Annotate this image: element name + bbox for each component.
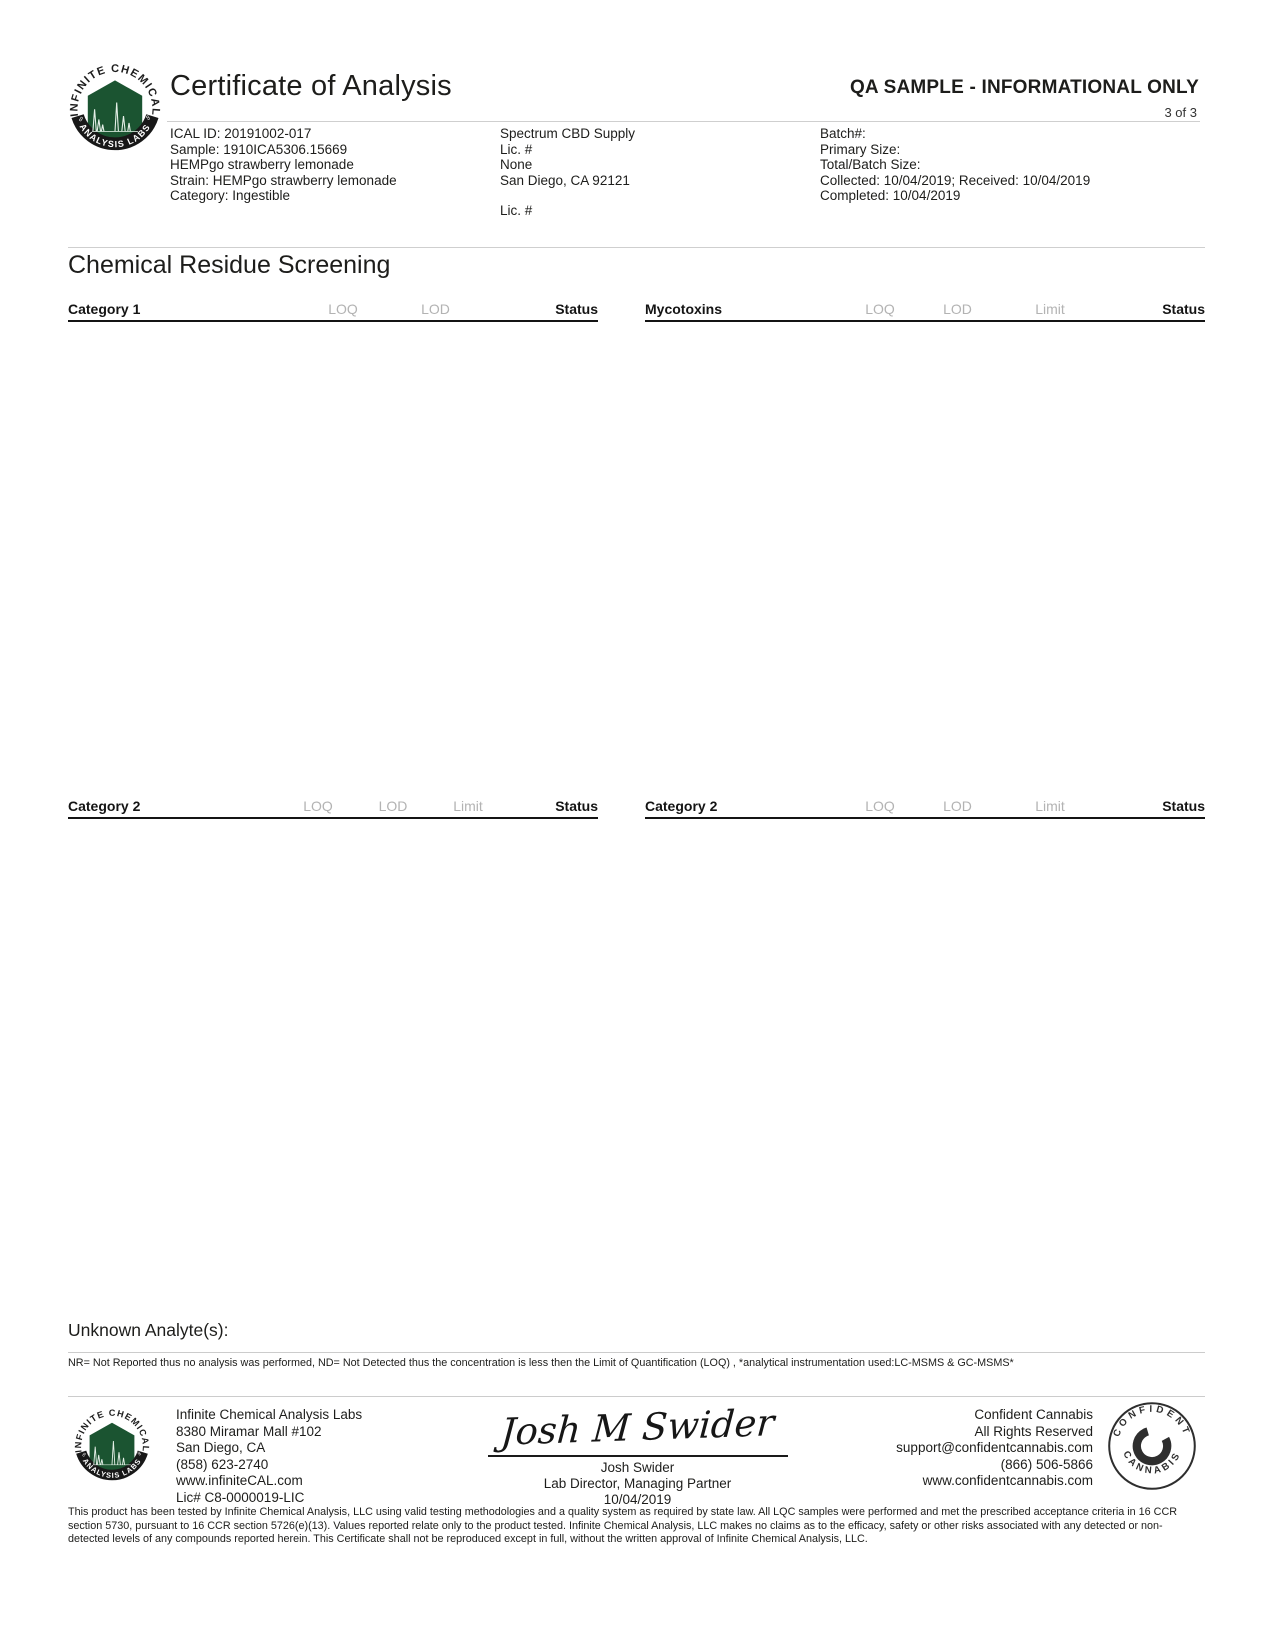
cc-phone: (866) 506-5866 (1000, 1456, 1093, 1472)
section-divider (68, 247, 1205, 248)
lab-contact-block (176, 1407, 362, 1507)
abbreviation-footnote: NR= Not Reported thus no analysis was performed, ND= Not Detected thus the concentration is less then the Limit of Quantification (LOQ) , *analytical instrumentation used:LC-MSMS & GC-MSMS* (68, 1357, 1014, 1369)
column-loq: LOQ (865, 798, 895, 814)
signer-title: Lab Director, Managing Partner (543, 1476, 732, 1491)
strain-name: Strain: HEMPgo strawberry lemonade (170, 172, 397, 188)
table-name: Category 2 (68, 798, 141, 814)
column-loq: LOQ (303, 798, 333, 814)
client-name: Spectrum CBD Supply (500, 126, 636, 141)
infinite-chemical-logo (64, 58, 166, 164)
column-lod: LOD (421, 301, 450, 317)
cc-rights: All Rights Reserved (974, 1423, 1093, 1439)
cc-website-link[interactable]: www.confidentcannabis.com (922, 1473, 1093, 1489)
batch-number: Batch#: (820, 126, 866, 141)
page-indicator: 3 of 3 (1164, 105, 1197, 120)
sample-id: Sample: 1910ICA5306.15669 (170, 141, 348, 157)
column-status: Status (555, 301, 598, 317)
section-title: Chemical Residue Screening (68, 251, 391, 279)
legal-disclaimer: This product has been tested by Infinite Chemical Analysis, LLC using valid testing methodologies and a quality system as required by state law. All LQC samples were performed and met the prescribed acceptance criteria in 16 CCR section 5730, pursuant to 16 CCR section 5726(e)(13). Values reported relate only to the product tested. Infinite Chemical Analysis, LLC makes no claims as to the efficacy, safety or other risks associated with any detected or non-detected levels of any compounds reported herein. This Certificate shall not be reproduced except in full, without the written approval of Infinite Chemical Analysis, LLC. (68, 1506, 1178, 1546)
lab-name: Infinite Chemical Analysis Labs (176, 1407, 363, 1422)
completed-date: Completed: 10/04/2019 (820, 188, 961, 204)
footnote-divider-top (68, 1352, 1205, 1353)
table-name: Mycotoxins (645, 301, 723, 317)
product-name: HEMPgo strawberry lemonade (170, 157, 354, 173)
client-license-2: Lic. # (500, 203, 533, 219)
client-city: San Diego, CA 92121 (500, 172, 630, 188)
table-header-category-2-left (68, 795, 598, 819)
lab-address-2: San Diego, CA (176, 1440, 266, 1456)
primary-size: Primary Size: (820, 141, 901, 157)
infinite-chemical-logo-footer (70, 1404, 154, 1492)
table-name: Category 2 (645, 798, 718, 814)
client-license-1: Lic. # (500, 141, 533, 157)
table-header-mycotoxins (645, 298, 1205, 322)
qa-sample-banner: QA SAMPLE - INFORMATIONAL ONLY (849, 77, 1199, 98)
footnote-divider-bottom (68, 1396, 1205, 1397)
lab-address-1: 8380 Miramar Mall #102 (176, 1423, 322, 1439)
column-status: Status (1162, 798, 1205, 814)
table-header-category-2-right (645, 795, 1205, 819)
confident-cannabis-block (896, 1407, 1093, 1490)
collected-received-dates: Collected: 10/04/2019; Received: 10/04/2019 (820, 172, 1091, 188)
lab-license: Lic# C8-0000019-LIC (176, 1489, 305, 1505)
column-loq: LOQ (865, 301, 895, 317)
column-lod: LOD (378, 798, 408, 814)
table-header-category-1 (68, 298, 598, 322)
column-limit: Limit (1035, 301, 1065, 317)
cc-support-email-link[interactable]: support@confidentcannabis.com (896, 1440, 1093, 1456)
signature-date: 10/04/2019 (603, 1492, 672, 1507)
column-limit: Limit (1035, 798, 1065, 814)
column-status: Status (1162, 301, 1205, 317)
column-limit: Limit (453, 798, 483, 814)
batch-info-block (820, 126, 1090, 204)
client-none: None (500, 157, 533, 173)
header-divider (167, 121, 1200, 122)
signature-block (455, 1402, 820, 1508)
column-lod: LOD (943, 301, 972, 317)
ical-id: ICAL ID: 20191002-017 (170, 126, 312, 141)
signature-handwriting: Josh M Swider (499, 1401, 776, 1454)
total-batch-size: Total/Batch Size: (820, 157, 921, 173)
lab-website-link[interactable]: www.infiniteCAL.com (176, 1473, 303, 1489)
column-loq: LOQ (328, 301, 358, 317)
sample-info-block (170, 126, 397, 204)
sample-category: Category: Ingestible (170, 188, 291, 204)
cc-name: Confident Cannabis (974, 1407, 1093, 1422)
column-status: Status (555, 798, 598, 814)
lab-phone: (858) 623-2740 (176, 1456, 269, 1472)
page-title: Certificate of Analysis (170, 70, 452, 102)
client-info-block (500, 126, 635, 219)
table-name: Category 1 (68, 301, 141, 317)
confident-cannabis-logo (1106, 1400, 1198, 1492)
signer-name: Josh Swider (600, 1460, 675, 1475)
column-lod: LOD (943, 798, 972, 814)
unknown-analytes-title: Unknown Analyte(s): (68, 1320, 229, 1340)
